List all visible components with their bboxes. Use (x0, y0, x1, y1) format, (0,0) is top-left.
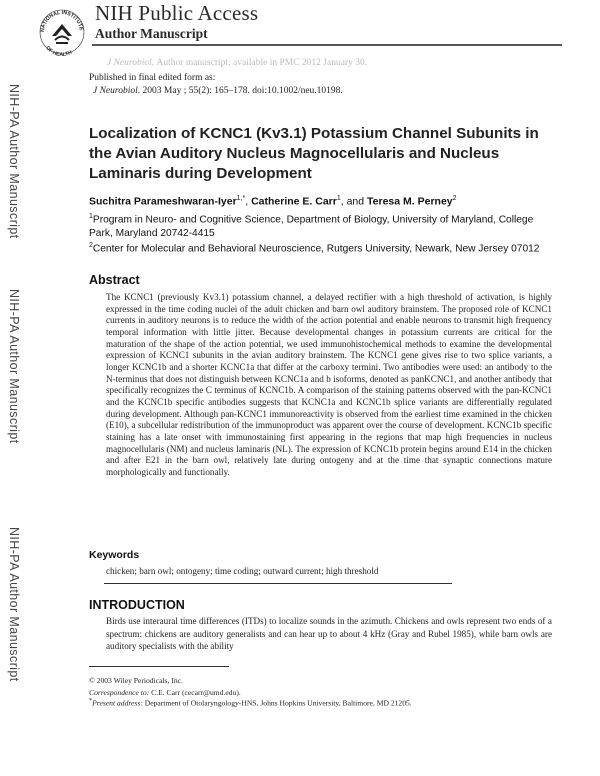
abstract-heading: Abstract (89, 273, 140, 287)
abstract-text: The KCNC1 (previously Kv3.1) potassium channel, a delayed rectifier with a high threshold of activation, is highly expressed in the time coding nuclei of the adult chicken and barn owl auditory brainstem. The proposed role of KCNC1 currents in auditory neurons is to reduce the width of the action potential and enable neurons to transmit high frequency temporal information with little jitter. Because developmental changes in potassium currents are critical for the maturation of the shape of the action potential, we used immunohistochemical methods to examine the developmental expression of KCNC1 subunits in the avian auditory brainstem. The KCNC1 gene gives rise to two splice variants, a longer KCNC1b and a shorter KCNC1a that differ at the carboxy termini. Two antibodies were used: an antibody to the N-terminus that does not distinguish between KCNC1a and b isoforms, denoted as panKCNC1, and another antibody that specifically recognizes the C terminus of KCNC1b. A comparison of the staining patterns observed with the pan-KCNC1 and the KCNC1b specific antibodies suggests that KCNC1a and KCNC1b splice variants are differentially regulated during development. Although pan-KCNC1 immunoreactivity is observed from the earliest time examined in the chicken (E10), a subcellular redistribution of the immunoproduct was apparent over the course of development. KCNC1b specific staining has a late onset with immunostaining first appearing in the regions that map high frequencies in nucleus magnocellularis (NM) and nucleus laminaris (NL). The expression of KCNC1b protein begins around E14 in the chicken and after E21 in the barn owl, relatively late during ontogeny and at the time that synaptic connections mature morphologically and functionally. (106, 292, 552, 477)
author-list (89, 195, 457, 208)
present-address-text: Department of Otolaryngology-HNS, Johns Hopkins University, Baltimore, MD 21205. (142, 698, 412, 708)
side-label-middle: NIH-PA Author Manuscript (7, 289, 21, 444)
availability-journal: J Neurobiol. (107, 58, 155, 68)
correspondence-label: Correspondence to: (89, 688, 150, 697)
side-label-bottom: NIH-PA Author Manuscript (7, 527, 21, 682)
citation-journal: J Neurobiol (93, 86, 138, 96)
article-title: Localization of KCNC1 (Kv3.1) Potassium Channel Subunits in the Avian Auditory Nucleus Magnocellularis and Nucleus Laminaris during Development (89, 125, 539, 182)
author-name: Catherine E. Carr (251, 195, 337, 208)
side-label-top: NIH-PA Author Manuscript (7, 84, 21, 239)
present-address-mark: * (89, 697, 93, 704)
published-label: Published in final edited form as: (89, 73, 216, 83)
citation (93, 86, 343, 96)
present-address-label: Present address: (92, 698, 143, 708)
keywords-divider (104, 583, 452, 584)
copyright-note: © 2003 Wiley Periodicals, Inc. (89, 676, 183, 685)
affiliation-2 (89, 239, 559, 256)
keywords-heading: Keywords (89, 549, 140, 561)
author-name: Teresa M. Perney (367, 195, 453, 208)
availability-note (107, 58, 367, 68)
present-address-note (89, 697, 412, 708)
footnote-divider (89, 666, 229, 667)
nih-seal-logo (36, 2, 88, 62)
author-manuscript-label: Author Manuscript (95, 26, 208, 41)
nih-public-access-title: NIH Public Access (95, 1, 259, 25)
correspondence-text: C.E. Carr (cecarr@umd.edu). (149, 688, 241, 697)
affiliation-mark: 1 (89, 213, 93, 220)
introduction-text: Birds use interaural time differences (ITDs) to localize sounds in the azimuth. Chickens and owls represent two ends of a spectrum: chickens are auditory generalists and can hear up to about 4 kHz (Gray and Rubel 1985), while barn owls are auditory specialists with the ability (106, 616, 552, 651)
svg-text:NATIONAL INSTITUTES: NATIONAL INSTITUTE (39, 9, 84, 33)
affiliation-text: Center for Molecular and Behavioral Neuroscience, Rutgers University, Newark, New Jersey 07012 (92, 243, 540, 255)
author-affiliation-mark: 1,* (236, 195, 246, 202)
header-divider (92, 44, 562, 46)
author-name: Suchitra Parameshwaran-Iyer (89, 195, 237, 208)
citation-details: . 2003 May ; 55(2): 165–178. doi:10.1002/neu.10198. (137, 86, 343, 96)
affiliation-mark: 2 (89, 242, 93, 249)
author-separator: , (245, 195, 252, 208)
keywords-text: chicken; barn owl; ontogeny; time coding; outward current; high threshold (106, 566, 379, 576)
svg-text:OF HEALTH: OF HEALTH (44, 45, 74, 59)
author-affiliation-mark: 1 (336, 195, 341, 202)
availability-text: Author manuscript; available in PMC 2012 January 30. (156, 58, 368, 68)
author-separator: , and (340, 195, 368, 208)
affiliation-1 (89, 210, 559, 240)
introduction-heading: INTRODUCTION (89, 598, 185, 612)
correspondence-note (89, 688, 241, 697)
author-affiliation-mark: 2 (452, 195, 457, 202)
affiliation-text: Program in Neuro- and Cognitive Science, Department of Biology, University of Maryland, College Park, Maryland 20742-4415 (89, 214, 534, 239)
